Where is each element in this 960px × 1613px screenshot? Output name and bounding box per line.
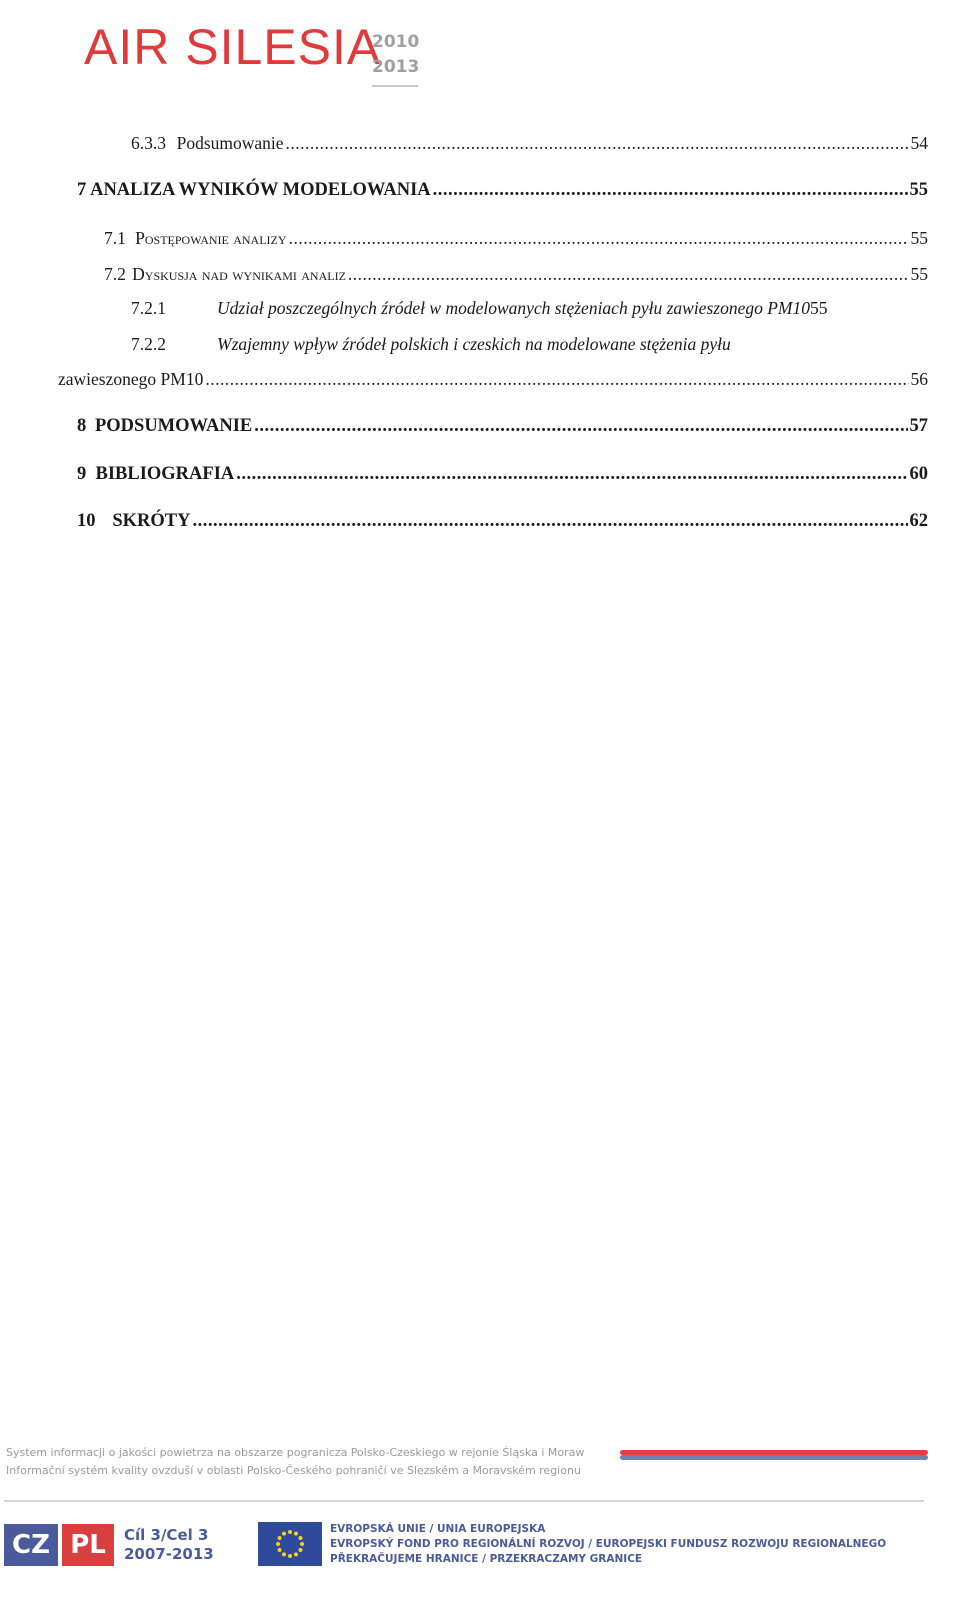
toc-number: 10 [77, 511, 96, 531]
toc-label: BIBLIOGRAFIA [95, 464, 235, 484]
toc-page: 55 [809, 298, 828, 318]
toc-entry[interactable] [77, 416, 928, 437]
czpl-logo [4, 1524, 114, 1566]
toc-label: Postępowanie analizy [135, 228, 287, 248]
toc-label: Podsumowanie [176, 133, 284, 153]
toc-label: Wzajemny wpływ źródeł polskich i czeskich na modelowane stężenia pyłu [217, 334, 731, 354]
toc-label: Dyskusja nad wynikami analiz [132, 264, 346, 284]
cil-line2: 2007-2013 [124, 1545, 214, 1563]
logo-year-end: 2013 [372, 57, 420, 77]
toc-number: 7.2.2 [131, 334, 166, 354]
toc-entry[interactable] [77, 464, 928, 485]
czpl-logo-pl: PL [62, 1524, 114, 1566]
footer-flag-bar [620, 1450, 928, 1460]
toc-leader [289, 228, 909, 249]
footer-text-pl: System informacji o jakości powietrza na obszarze pogranicza Polsko-Czeskiego w rejonie Śląska i Moraw [6, 1446, 585, 1459]
toc-page: 55 [909, 180, 928, 200]
toc-page: 54 [910, 133, 928, 153]
toc-label: Udział poszczególnych źródeł w modelowanych stężeniach pyłu zawieszonego PM10 [217, 298, 810, 318]
toc-entry[interactable] [131, 334, 928, 355]
toc-page: 57 [909, 416, 928, 436]
toc-number: 7.2 [104, 264, 126, 284]
footer-bar-blue [620, 1455, 928, 1460]
toc-leader [433, 180, 908, 201]
eu-line1: EVROPSKÁ UNIE / UNIA EUROPEJSKA [330, 1523, 546, 1535]
toc-page: 60 [909, 464, 928, 484]
logo-underline [372, 85, 418, 87]
toc-label: ANALIZA WYNIKÓW MODELOWANIA [90, 180, 431, 200]
toc-page: 55 [910, 228, 928, 248]
logo-wordmark [84, 19, 382, 75]
toc-number: 6.3.3 [131, 133, 166, 153]
toc-entry[interactable] [77, 180, 928, 201]
toc-number: 7.1 [104, 228, 126, 248]
eu-flag-icon [258, 1522, 322, 1566]
toc-entry[interactable] [131, 133, 928, 154]
toc-leader [286, 133, 909, 154]
eu-line2: EVROPSKÝ FOND PRO REGIONÁLNÍ ROZVOJ / EUROPEJSKI FUNDUSZ ROZWOJU REGIONALNEGO [330, 1538, 887, 1550]
toc-entry[interactable] [131, 298, 928, 319]
eu-text [330, 1522, 886, 1567]
toc-leader [192, 511, 907, 532]
toc-leader [254, 416, 907, 437]
cil-cel-logo [124, 1526, 214, 1564]
toc-number: 8 [77, 416, 87, 436]
toc-entry-continuation[interactable] [58, 369, 928, 390]
toc-page: 55 [910, 264, 928, 284]
toc-entry[interactable] [77, 511, 928, 532]
toc-number: 7.2.1 [131, 298, 166, 318]
logo-text: AIR SILESIA [84, 19, 382, 75]
footer-divider [4, 1500, 924, 1502]
logo-year-start: 2010 [372, 32, 420, 52]
toc-label-continuation: zawieszonego PM10 [58, 369, 204, 389]
toc-leader [205, 369, 908, 390]
czpl-logo-cz: CZ [4, 1524, 58, 1566]
cil-line1: Cíl 3/Cel 3 [124, 1526, 209, 1544]
toc-label: PODSUMOWANIE [94, 416, 253, 436]
footer-text-cz: Informační systém kvality ovzduší v oblasti Polsko-Českého pohraničí ve Slezském a Moravském regionu [6, 1464, 581, 1477]
toc-entry[interactable] [104, 264, 928, 285]
toc-number: 9 [77, 464, 87, 484]
eu-stars-icon [258, 1522, 322, 1566]
toc-number: 7 [77, 180, 87, 200]
toc-page: 56 [910, 369, 928, 389]
logo-years [372, 30, 419, 80]
toc-leader [236, 464, 907, 485]
toc-label: SKRÓTY [112, 511, 191, 531]
toc-page: 62 [909, 511, 928, 531]
toc-leader [348, 264, 909, 285]
toc-entry[interactable] [104, 228, 928, 249]
eu-line3: PŘEKRAČUJEME HRANICE / PRZEKRACZAMY GRANICE [330, 1553, 643, 1565]
